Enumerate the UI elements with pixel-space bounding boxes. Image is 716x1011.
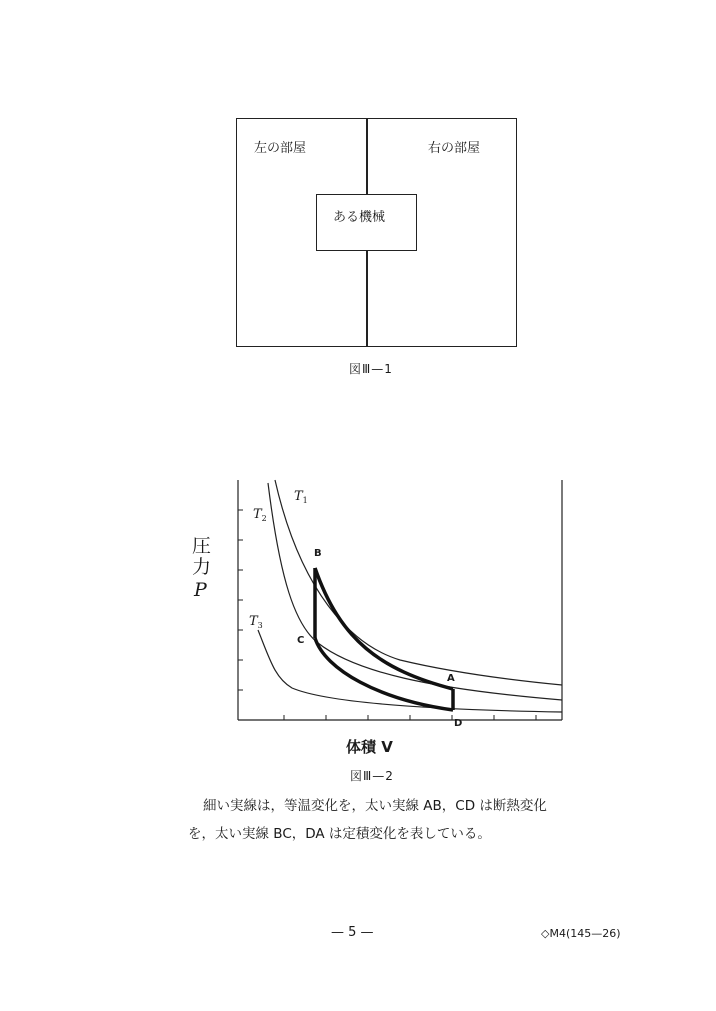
pv-diagram [180, 470, 580, 760]
partition-wall-upper [366, 118, 368, 195]
description-line-2: を，太い実線 BC，DA は定積変化を表している。 [188, 826, 491, 842]
x-axis-label: 体積 V [346, 738, 393, 756]
x-ticks [284, 715, 536, 720]
partition-wall-lower [366, 250, 368, 347]
y-ticks [238, 510, 243, 690]
point-label-d: D [454, 718, 463, 729]
cycle-ab [315, 568, 453, 689]
right-room-label: 右の部屋 [428, 141, 481, 156]
figure2-caption: 図Ⅲ—2 [350, 769, 394, 783]
point-label-c: C [297, 635, 305, 646]
point-label-a: A [447, 673, 455, 684]
machine-label: ある機械 [333, 210, 386, 225]
curve-label-t1: $T_1$ [294, 489, 308, 505]
figure1-caption: 図Ⅲ—1 [349, 362, 393, 376]
curve-label-t3: $T_3$ [249, 614, 263, 630]
cycle-cd [315, 638, 453, 710]
document-code: ◇M4(145—26) [541, 927, 621, 940]
isotherm-t2 [268, 483, 562, 700]
y-axis-label-symbol: P [194, 579, 207, 601]
y-axis-label-char-2: 力 [192, 556, 212, 578]
isotherm-t1 [275, 480, 562, 685]
y-axis-label-char-1: 圧 [192, 535, 212, 557]
page-number: — 5 — [331, 925, 374, 940]
point-label-b: B [314, 548, 322, 559]
curve-label-t2: $T_2$ [253, 507, 267, 523]
left-room-label: 左の部屋 [254, 141, 307, 156]
description-line-1: 細い実線は，等温変化を，太い実線 AB，CD は断熱変化 [203, 798, 547, 814]
